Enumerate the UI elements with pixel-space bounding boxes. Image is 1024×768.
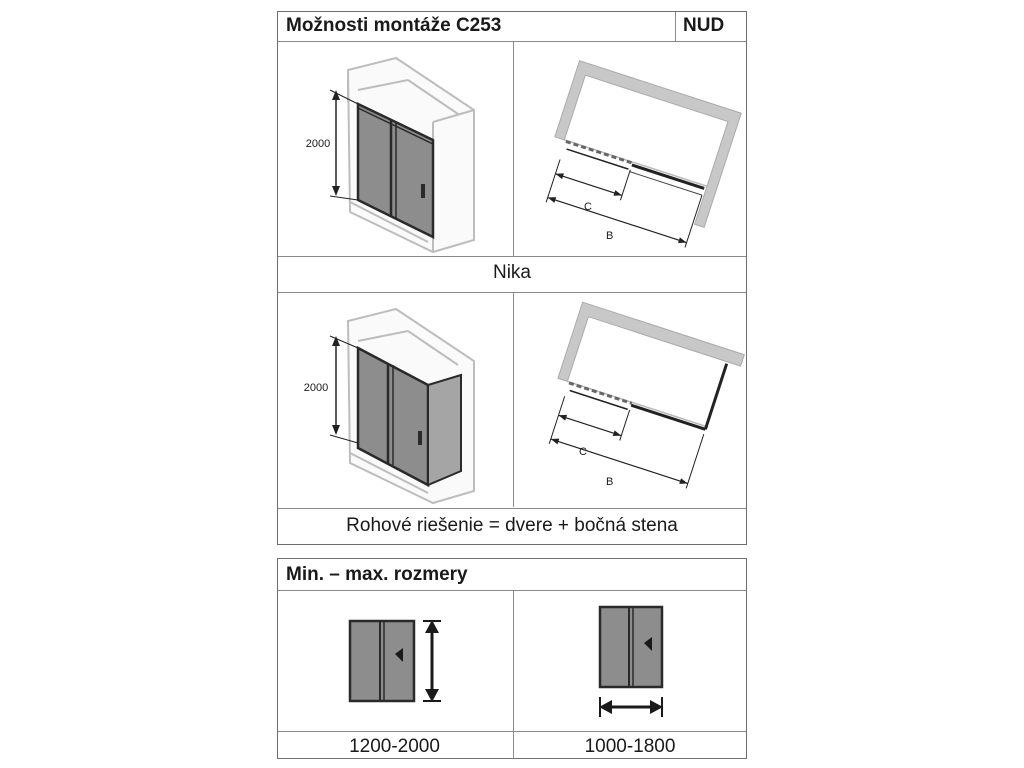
height-label: 2000 xyxy=(305,138,331,150)
width-range-icon xyxy=(514,591,747,731)
caption-niche: Nika xyxy=(492,262,531,283)
plan-label-b: B xyxy=(606,476,614,488)
height-label: 2000 xyxy=(303,382,329,394)
corner-3d-illustration xyxy=(278,293,512,507)
row-divider xyxy=(278,256,746,257)
caption-corner: Rohové riešenie = dvere + bočná stena xyxy=(346,515,678,536)
header-divider xyxy=(675,12,676,41)
plan-label-c: C xyxy=(579,446,587,458)
table-title: Možnosti montáže C253 xyxy=(286,15,502,36)
height-range-icon xyxy=(278,591,512,731)
plan-label-c: C xyxy=(584,201,592,213)
dimensions-title: Min. – max. rozmery xyxy=(286,564,468,585)
installation-options-table xyxy=(277,11,747,545)
corner-plan-diagram xyxy=(514,293,747,507)
product-code: NUD xyxy=(683,15,725,36)
plan-label-b: B xyxy=(606,230,614,242)
row-divider xyxy=(278,731,746,732)
row-divider xyxy=(278,508,746,509)
niche-plan-diagram xyxy=(514,42,747,256)
dimensions-table xyxy=(277,558,747,759)
width-range-value: 1000-1800 xyxy=(584,736,676,757)
niche-3d-illustration xyxy=(278,42,512,256)
height-range-value: 1200-2000 xyxy=(349,736,440,757)
